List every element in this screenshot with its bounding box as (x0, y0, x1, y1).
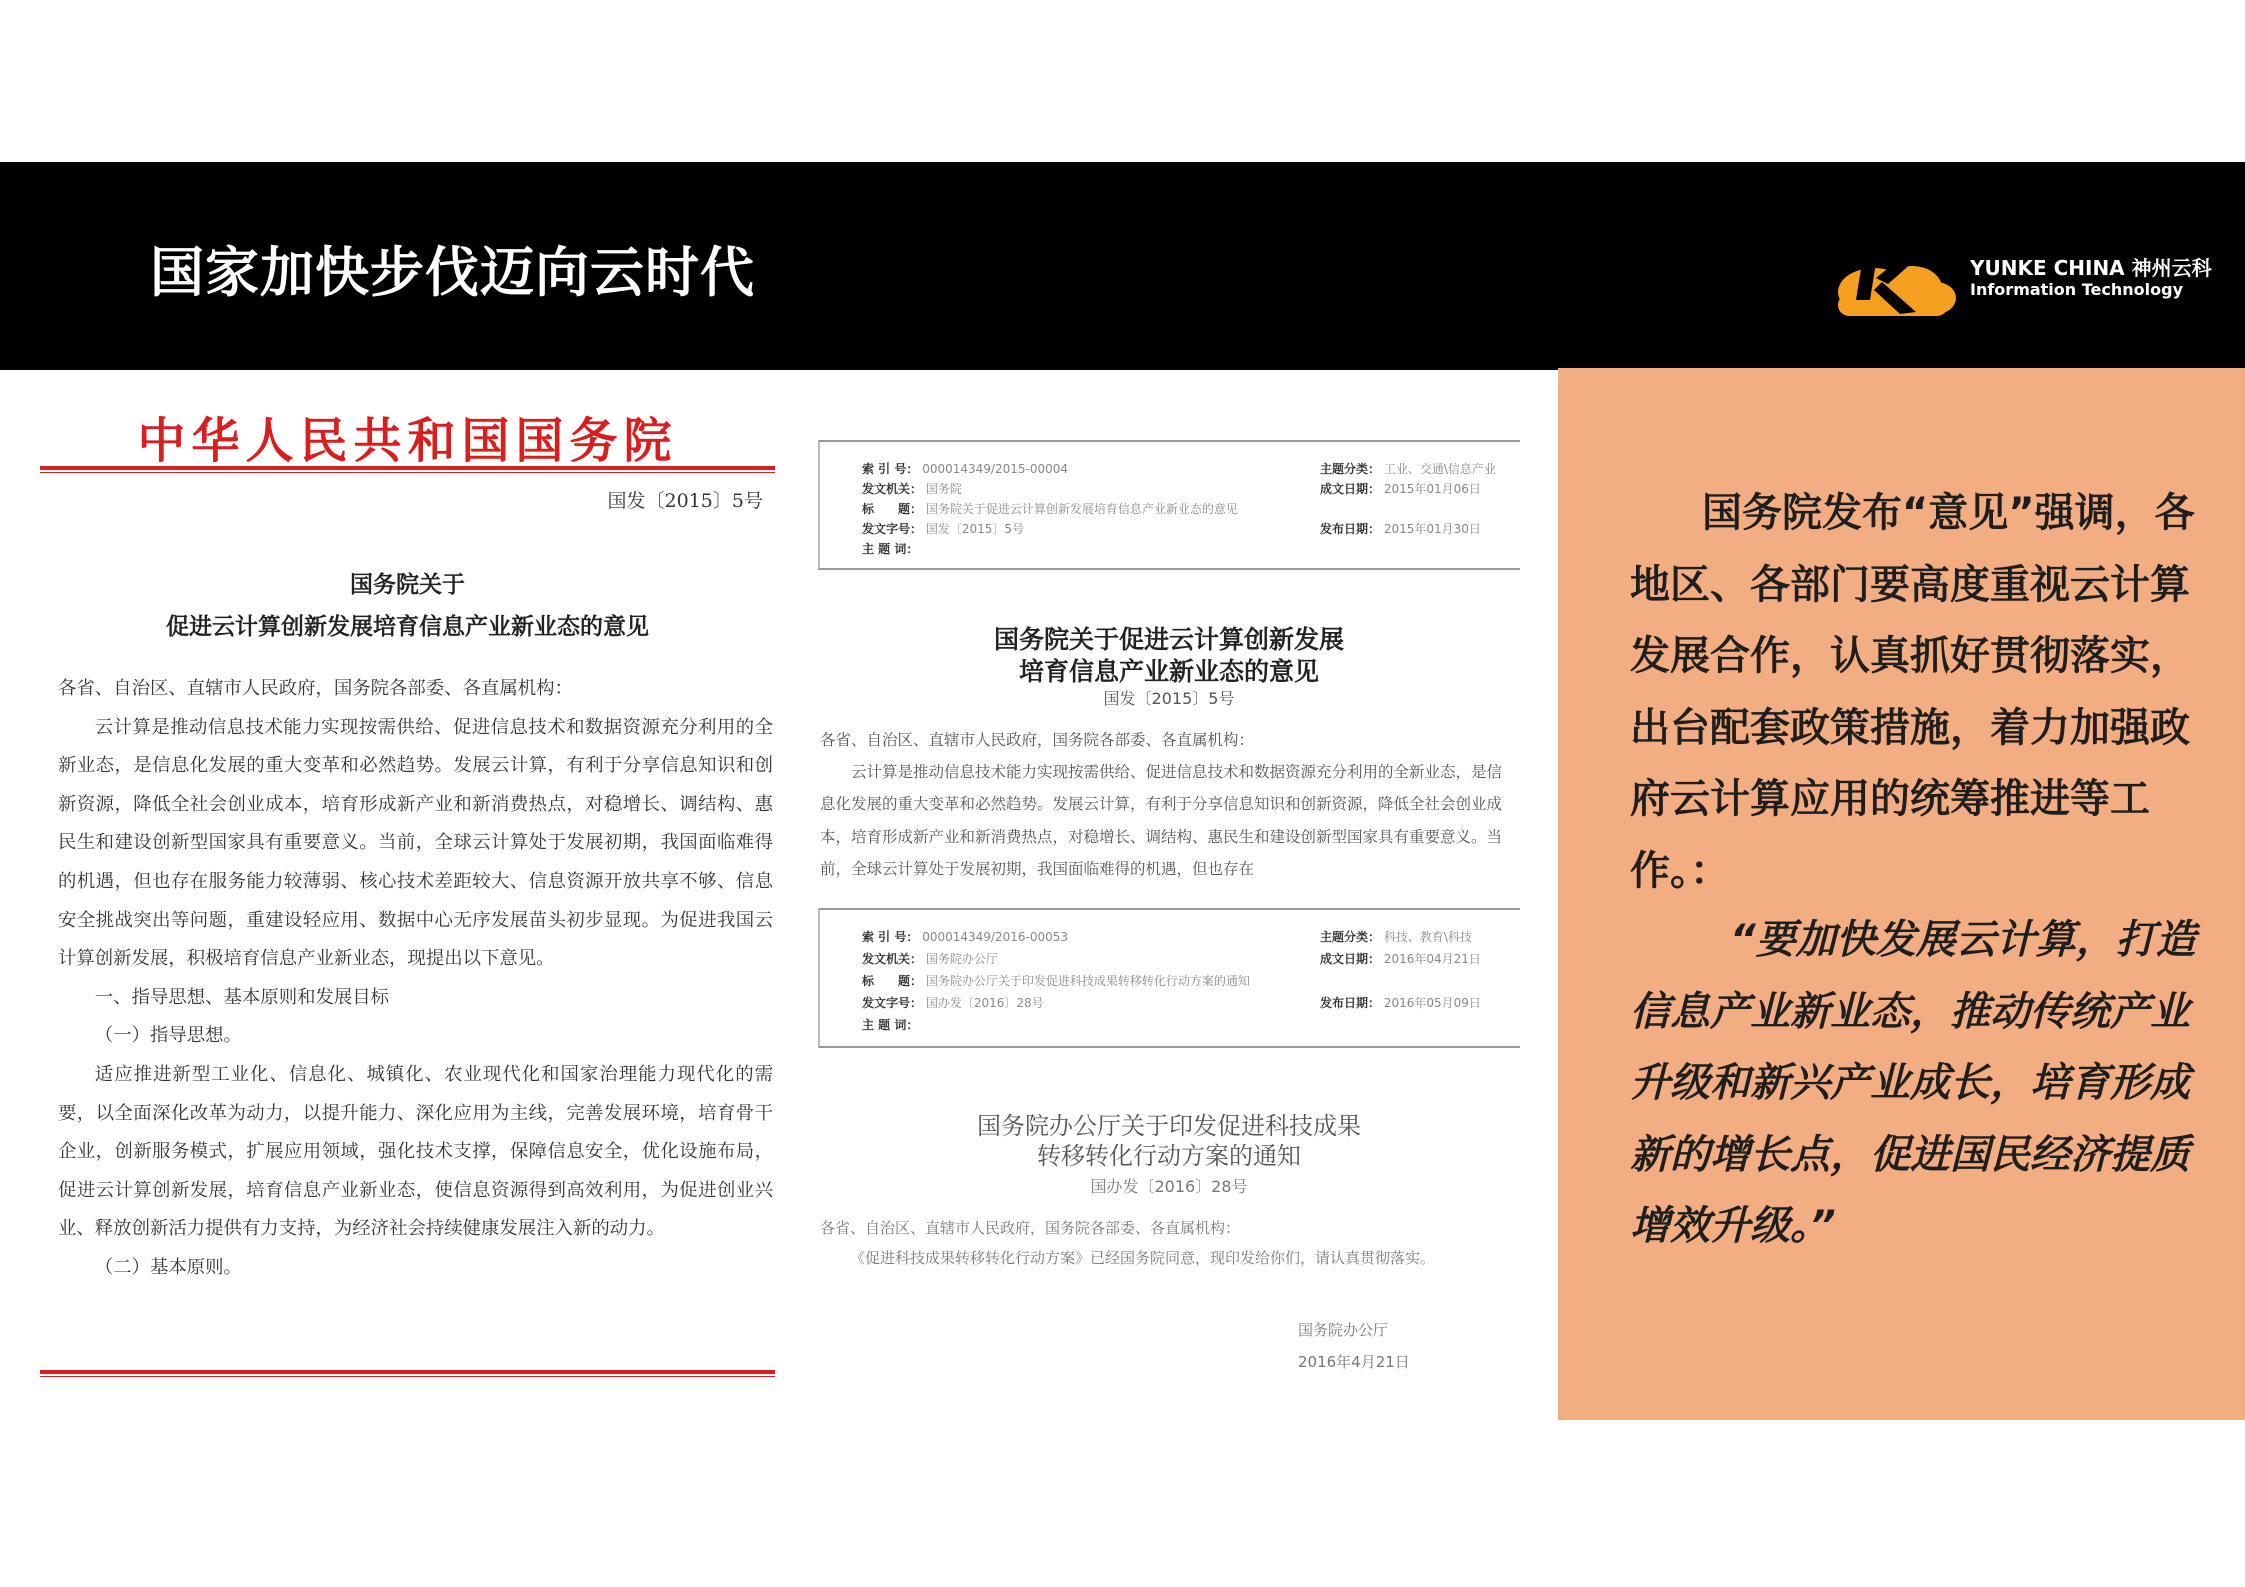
summary-quote-content: “要加快发展云计算，打造信息产业新业态，推动传统产业升级和新兴产业成长，培育形成新的增长点，促进国民经济提质增效升级。” (1630, 917, 2196, 1250)
meta-row: 成文日期： 2015年01月06日 (1320, 482, 1481, 496)
meta-row: 标 题： 国务院办公厅关于印发促进科技成果转移转化行动方案的通知 (862, 974, 1250, 988)
meta-row: 发文字号： 国办发〔2016〕28号 (862, 996, 1044, 1010)
mid-doc2-signature: 国务院办公厅 (1298, 1321, 1389, 1339)
document-meta-box-2 (818, 908, 1520, 1048)
document-meta-box-1 (818, 440, 1520, 570)
mid-doc1-paragraph: 各省、自治区、直辖市人民政府，国务院各部委、各直属机构： (820, 731, 1255, 749)
meta-row: 主 题 词： (862, 1018, 919, 1032)
mid-doc1-title-line2: 培育信息产业新业态的意见 (1018, 657, 1319, 686)
meta-row: 索 引 号： 000014349/2015-00004 (862, 462, 1068, 476)
meta-row: 主题分类： 科技、教育\科技 (1320, 930, 1472, 944)
company-logo (1824, 242, 2212, 322)
red-divider-top (40, 466, 775, 473)
mid-doc2-paragraph: 各省、自治区、直辖市人民政府，国务院各部委、各直属机构： (820, 1219, 1241, 1237)
mid-doc2-number: 国办发〔2016〕28号 (1090, 1177, 1248, 1196)
meta-row: 发布日期： 2016年05月09日 (1320, 996, 1481, 1010)
logo-subtitle: Information Technology (1970, 280, 2183, 299)
mid-doc1-paragraph: 云计算是推动信息技术能力实现按需供给、促进信息技术和数据资源充分利用的全新业态，是信息化发展的重大变革和必然趋势。发展云计算，有利于分享信息知识和创新资源，降低全社会创业成本，培育形成新产业和新消费热点，对稳增长、调结构、惠民生和建设创新型国家具有重要意义。当前，全球云计算处于发展初期，我国面临难得的机遇，但也存在 (820, 763, 1502, 879)
summary-quote (1630, 905, 2220, 1263)
mid-doc2-paragraph: 《促进科技成果转移转化行动方案》已经国务院同意，现印发给你们，请认真贯彻落实。 (850, 1249, 1436, 1267)
document-title-line2: 促进云计算创新发展培育信息产业新业态的意见 (166, 613, 649, 640)
yunke-logo-icon (1824, 242, 1964, 322)
document-title-line1: 国务院关于 (350, 571, 465, 598)
doc-paragraph: （一）指导思想。 (94, 1025, 242, 1047)
meta-row: 发文机关： 国务院办公厅 (862, 952, 998, 966)
doc-paragraph: （二）基本原则。 (94, 1256, 242, 1278)
header-bar (0, 162, 2245, 370)
meta-row: 主 题 词： (862, 542, 919, 556)
page-title: 国家加快步伐迈向云时代 (150, 241, 755, 304)
meta-row: 发布日期： 2015年01月30日 (1320, 522, 1481, 536)
mid-doc1-title-line1: 国务院关于促进云计算创新发展 (993, 625, 1344, 654)
mid-doc2-title-line1: 国务院办公厅关于印发促进科技成果 (977, 1112, 1361, 1140)
mid-doc2-title-line2: 转移转化行动方案的通知 (1037, 1142, 1301, 1170)
red-divider-bottom (40, 1370, 775, 1377)
summary-text (1630, 478, 2220, 908)
document-body (58, 670, 773, 1288)
mid-doc1-number: 国发〔2015〕5号 (1103, 689, 1235, 708)
summary-text-content: 国务院发布“意见”强调，各地区、各部门要高度重视云计算发展合作，认真抓好贯彻落实，出台配套政策措施，着力加强政府云计算应用的统筹推进等工作。： (1630, 490, 2195, 894)
document-number: 国发〔2015〕5号 (607, 490, 763, 512)
document-masthead: 中华人民共和国国务院 (137, 413, 678, 469)
state-council-document (40, 390, 775, 1380)
doc-paragraph: 一、指导思想、基本原则和发展目标 (94, 986, 390, 1008)
meta-row: 发文机关： 国务院 (862, 482, 962, 496)
meta-row: 主题分类： 工业、交通\信息产业 (1320, 462, 1496, 476)
meta-row: 成文日期： 2016年04月21日 (1320, 952, 1481, 966)
meta-row: 发文字号： 国发〔2015〕5号 (862, 522, 1025, 536)
doc-paragraph: 适应推进新型工业化、信息化、城镇化、农业现代化和国家治理能力现代化的需要，以全面深化改革为动力，以提升能力、深化应用为主线，完善发展环境，培育骨干企业，创新服务模式，扩展应用领域，强化技术支撑，保障信息安全，优化设施布局，促进云计算创新发展，培育信息产业新业态，使信息资源得到高效利用，为促进创业兴业、释放创新活力提供有力支持，为经济社会持续健康发展注入新的动力。 (58, 1063, 773, 1240)
meta-row: 索 引 号： 000014349/2016-00053 (862, 930, 1068, 944)
mid-doc2-date: 2016年4月21日 (1298, 1353, 1410, 1371)
doc-paragraph: 云计算是推动信息技术能力实现按需供给、促进信息技术和数据资源充分利用的全新业态，是信息化发展的重大变革和必然趋势。发展云计算，有利于分享信息知识和创新资源，降低全社会创业成本，培育形成新产业和新消费热点，对稳增长、调结构、惠民生和建设创新型国家具有重要意义。当前，全球云计算处于发展初期，我国面临难得的机遇，但也存在服务能力较薄弱、核心技术差距较大、信息资源开放共享不够、信息安全挑战突出等问题，重建设轻应用、数据中心无序发展苗头初步显现。为促进我国云计算创新发展，积极培育信息产业新业态，现提出以下意见。 (58, 716, 773, 970)
doc-paragraph: 各省、自治区、直辖市人民政府，国务院各部委、各直属机构： (58, 678, 573, 699)
summary-panel (1558, 368, 2245, 1420)
meta-row: 标 题： 国务院关于促进云计算创新发展培育信息产业新业态的意见 (862, 502, 1238, 516)
logo-brand-text: YUNKE CHINA 神州云科 (1970, 256, 2212, 280)
